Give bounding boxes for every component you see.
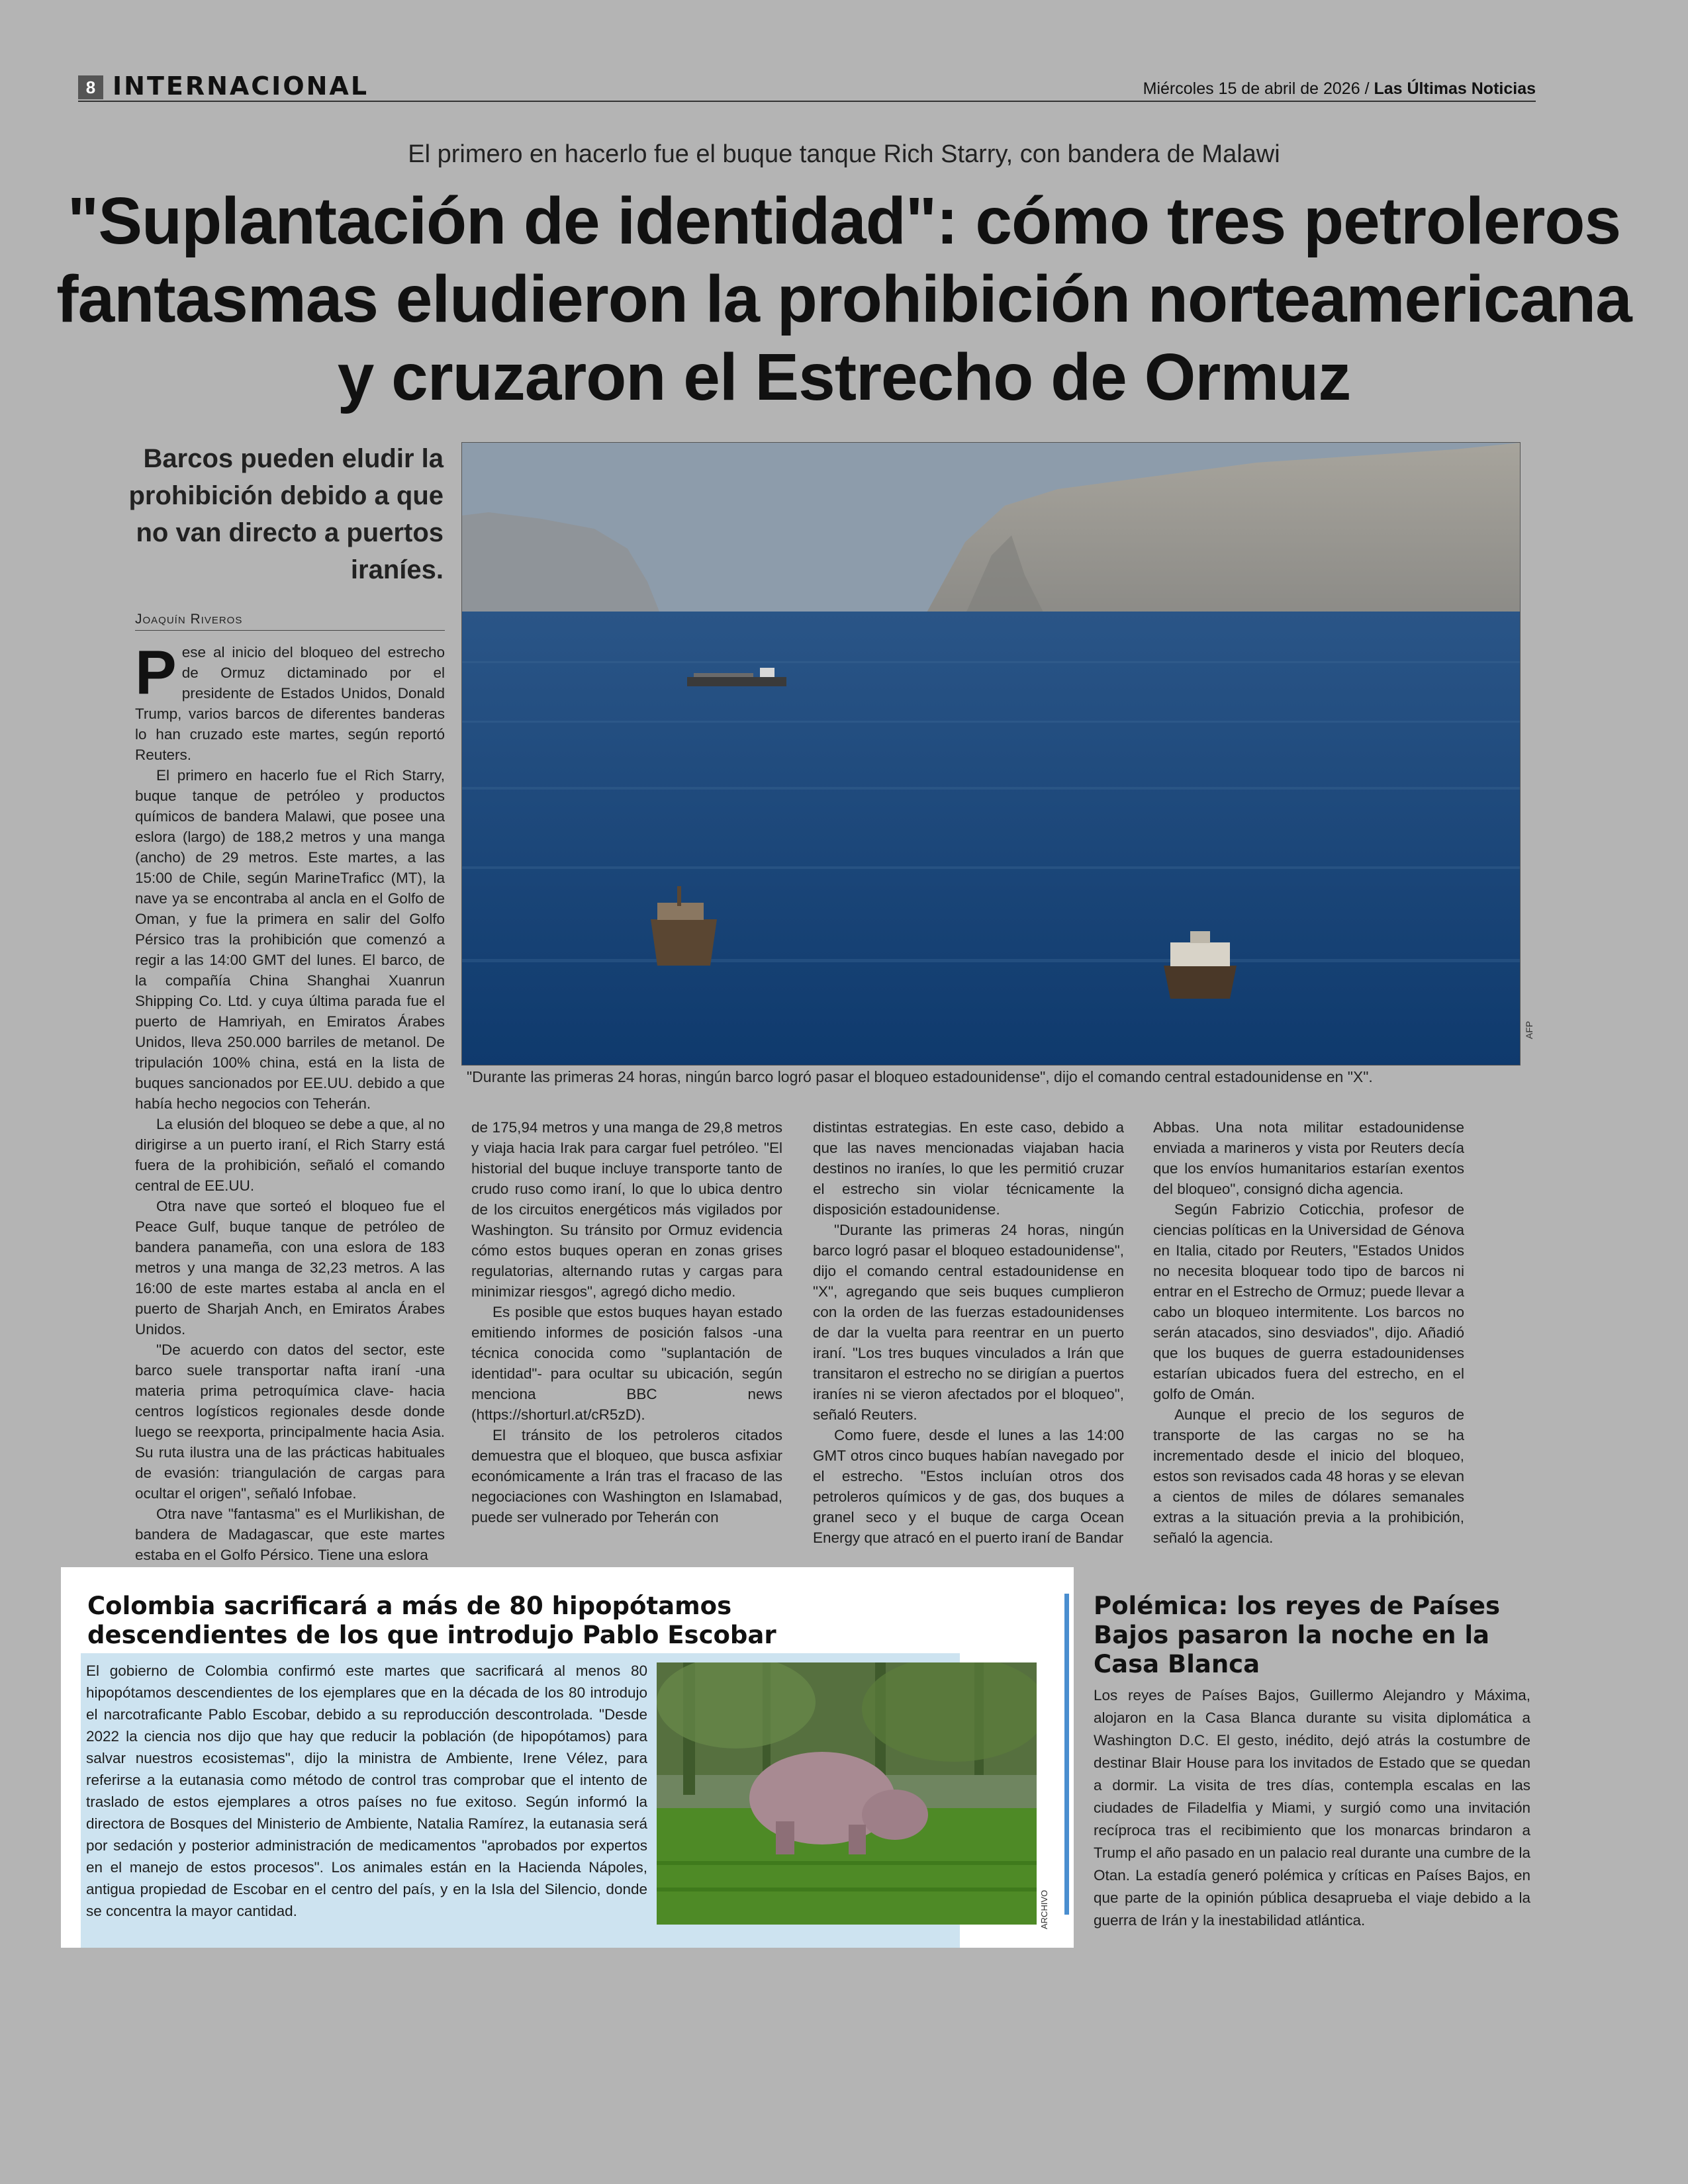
paragraph: Otra nave que sorteó el bloqueo fue el Peace Gulf, buque tanque de petróleo de bandera panameña, con una eslora de 183 metros y una manga de 32,23 metros. A las 16:00 de este martes estaba al ancla en el puerto de Sharjah Anch, en Emiratos Árabes Unidos. — [135, 1198, 445, 1338]
paragraph-text: ese al inicio del bloqueo del estrecho de Ormuz dictaminado por el presidente de Estados Unidos, Donald Trump, varios barcos de diferentes banderas lo han cruzado este martes, según reportó Reuters. — [135, 644, 445, 763]
body-column-1 — [135, 637, 445, 1565]
paragraph: Es posible que estos buques hayan estado emitiendo informes de posición falsos -una técnica conocida como "suplantación de identidad"- para ocultar su ubicación, según menciona BBC news (https://shorturl.at/cR5zD). — [471, 1304, 782, 1423]
deck: Barcos pueden eludir la prohibición debido a que no van directo a puertos iraníes. — [128, 444, 444, 584]
paragraph: "Durante las primeras 24 horas, ningún barco logró pasar el bloqueo estadounidense", dijo el comando central estadounidense en "X", agregando que seis buques cumplieron con la orden de las fuerzas estadounidenses de dar la vuelta para reentrar en un puerto iraní. "Los tres buques vinculados a Irán que transitaron el estrecho no se dirigían a puertos iraníes ni se vieron afectados por el bloqueo", señaló Reuters. — [813, 1222, 1124, 1423]
colombia-article-body: El gobierno de Colombia confirmó este martes que sacrificará al menos 80 hipopótamos descendientes de los ejemplares que en la década de los 80 introdujo el narcotraficante Pablo Escobar, debido a su reproducción descontrolada. "Desde 2022 la ciencia nos dijo que hay que reducir la población (de hipopótamos) para salvar nuestros ecosistemas", dijo la ministra de Ambiente, Irene Vélez, para referirse a la eutanasia como método de control tras comprobar que el intento de traslado de estos ejemplares a otros países no fue exitoso. Según informó la directora de Bosques del Ministerio de Ambiente, Natalia Ramírez, la eutanasia será por sedación y posterior administración de medicamentos "aprobados por expertos en el manejo de estos procesos". Los animales están en la Hacienda Nápoles, antigua propiedad de Escobar en el centro del país, y en la Isla del Silencio, donde se concentra la mayor cantidad. — [86, 1662, 647, 1919]
body-column-4 — [1153, 1117, 1464, 1548]
paragraph: Abbas. Una nota militar estadounidense enviada a marineros y vista por Reuters decía que los envíos humanitarios estarían exentos del bloqueo", consignó dicha agencia. — [1153, 1119, 1464, 1197]
paragraph — [135, 637, 445, 765]
netherlands-article-title: Polémica: los reyes de Países Bajos pasaron la noche en la Casa Blanca — [1094, 1592, 1500, 1678]
header-rule — [78, 101, 1536, 102]
hippo-photo-illustration — [657, 1662, 1037, 1925]
paragraph: El tránsito de los petroleros citados demuestra que el bloqueo, que busca asfixiar económicamente a Irán tras el fracaso de las negociaciones con Washington en Islamabad, puede ser vulnerado por Teherán con — [471, 1427, 782, 1525]
strait-photo — [461, 442, 1521, 1066]
byline-rule — [135, 630, 445, 631]
section-name: INTERNACIONAL — [113, 71, 369, 101]
hippo-photo — [657, 1662, 1037, 1925]
photo-credit: AFP — [1524, 1021, 1534, 1039]
paragraph: Aunque el precio de los seguros de transporte de las cargas no se ha incrementado desde el inicio del bloqueo, estos son revisados cada 48 horas y se elevan a cientos de miles de dólares semanales extras a la situación previa a la prohibición, señaló la agencia. — [1153, 1406, 1464, 1546]
body-column-3 — [813, 1117, 1124, 1548]
paragraph: de 175,94 metros y una manga de 29,8 metros y viaja hacia Irak para cargar fuel petróleo. "El historial del buque incluye transporte tanto de crudo ruso como iraní, lo que lo ubica dentro de los circuitos energéticos más vigilados por Washington. Su tránsito por Ormuz evidencia cómo estos buques operan en zonas grises regulatorias, alternando rutas y cargas para minimizar riesgos", agregó dicho medio. — [471, 1119, 782, 1300]
hippo-photo-credit: ARCHIVO — [1039, 1889, 1049, 1929]
paragraph: "De acuerdo con datos del sector, este barco suele transportar nafta iraní -una materia prima petroquímica clave- hacia centros logísticos regionales desde donde luego se reexporta, principalmente hacia Asia. Su ruta ilustra una de las prácticas habituales de evasión: triangulación de cargas para ocultar el origen", señaló Infobae. — [135, 1342, 445, 1502]
paragraph: Como fuere, desde el lunes a las 14:00 GMT otros cinco buques habían navegado por el estrecho. "Estos incluían otros dos petroleros químicos y de gas, dos buques a granel seco y el buque de carga Ocean Energy que atracó en el puerto iraní de Bandar — [813, 1427, 1124, 1546]
issue-date: Miércoles 15 de abril de 2026 — [1143, 79, 1360, 98]
paragraph: La elusión del bloqueo se debe a que, al no dirigirse a un puerto iraní, el Rich Starry está fuera de la prohibición, señaló el comando central de EE.UU. — [135, 1116, 445, 1194]
dropcap: P — [135, 637, 177, 707]
kicker: El primero en hacerlo fue el buque tanque Rich Starry, con bandera de Malawi — [408, 140, 1280, 168]
byline: Joaquín Riveros — [135, 612, 243, 627]
photo-caption: "Durante las primeras 24 horas, ningún barco logró pasar el bloqueo estadounidense", dijo el comando central estadounidense en "X". — [467, 1068, 1373, 1085]
separator: / — [1364, 79, 1374, 98]
colombia-article-title: Colombia sacrificará a más de 80 hipopótamos descendientes de los que introdujo Pablo Escobar — [87, 1592, 776, 1649]
headline: "Suplantación de identidad": cómo tres petroleros fantasmas eludieron la prohibición norteamericana y cruzaron el Estrecho de Ormuz — [56, 184, 1632, 414]
netherlands-accent-bar — [1064, 1594, 1069, 1915]
publication-name: Las Últimas Noticias — [1374, 79, 1536, 98]
page-number: 8 — [78, 75, 103, 99]
issue-info — [1143, 79, 1536, 99]
paragraph: El primero en hacerlo fue el Rich Starry, buque tanque de petróleo y productos químicos de bandera Malawi, que posee una eslora (largo) de 188,2 metros y una manga (ancho) de 29 metros. Este martes, a las 15:00 de Chile, según MarineTraficc (MT), la nave ya se encontraba al ancla en el Golfo de Oman, y fue la primera en salir del Golfo Pérsico tras la prohibición que comenzó a regir a las 14:00 GMT del lunes. El barco, de la compañía China Shanghai Xuanrun Shipping Co. Ltd. y cuya última parada fue el puerto de Hamriyah, en Emiratos Árabes Unidos, lleva 250.000 barriles de metanol. De tripulación 100% china, está en la lista de buques sancionados por EE.UU. debido a que había hecho negocios con Teherán. — [135, 767, 445, 1112]
paragraph: distintas estrategias. En este caso, debido a que las naves mencionadas viajaban hacia destinos no iraníes, lo que les permitió cruzar el estrecho sin violar técnicamente la disposición estadounidense. — [813, 1119, 1124, 1218]
strait-photo-illustration — [462, 443, 1520, 1065]
netherlands-article-body: Los reyes de Países Bajos, Guillermo Alejandro y Máxima, alojaron en la Casa Blanca durante su visita diplomática a Washington D.C. El gesto, inédito, dejó atrás la costumbre de destinar Blair House para los invitados de Estado que se quedan a dormir. La visita de tres días, contempla escalas en las ciudades de Filadelfia y Miami, y surgió como una invitación recíproca tras el recibimiento que los monarcas brindaron a Trump el año pasado en un palacio real durante una cumbre de la Otan. La estadía generó polémica y críticas en Países Bajos, en que parte de la opinión pública desaprueba el viaje debido a la guerra de Irán y la inestabilidad atlántica. — [1094, 1687, 1530, 1929]
body-column-2 — [471, 1117, 782, 1527]
paragraph: Según Fabrizio Coticchia, profesor de ciencias políticas en la Universidad de Génova en Italia, citado por Reuters, "Estados Unidos no necesita bloquear todo tipo de barcos ni entrar en el Estrecho de Ormuz; puede llevar a cabo un bloqueo intermitente. Los barcos no serán atacados, sino desviados", dijo. Añadió que los buques de guerra estadounidenses estarían ubicados fuera del estrecho, en el golfo de Omán. — [1153, 1201, 1464, 1402]
paragraph: Otra nave "fantasma" es el Murlikishan, de bandera de Madagascar, que este martes estaba en el Golfo Pérsico. Tiene una eslora — [135, 1506, 445, 1563]
